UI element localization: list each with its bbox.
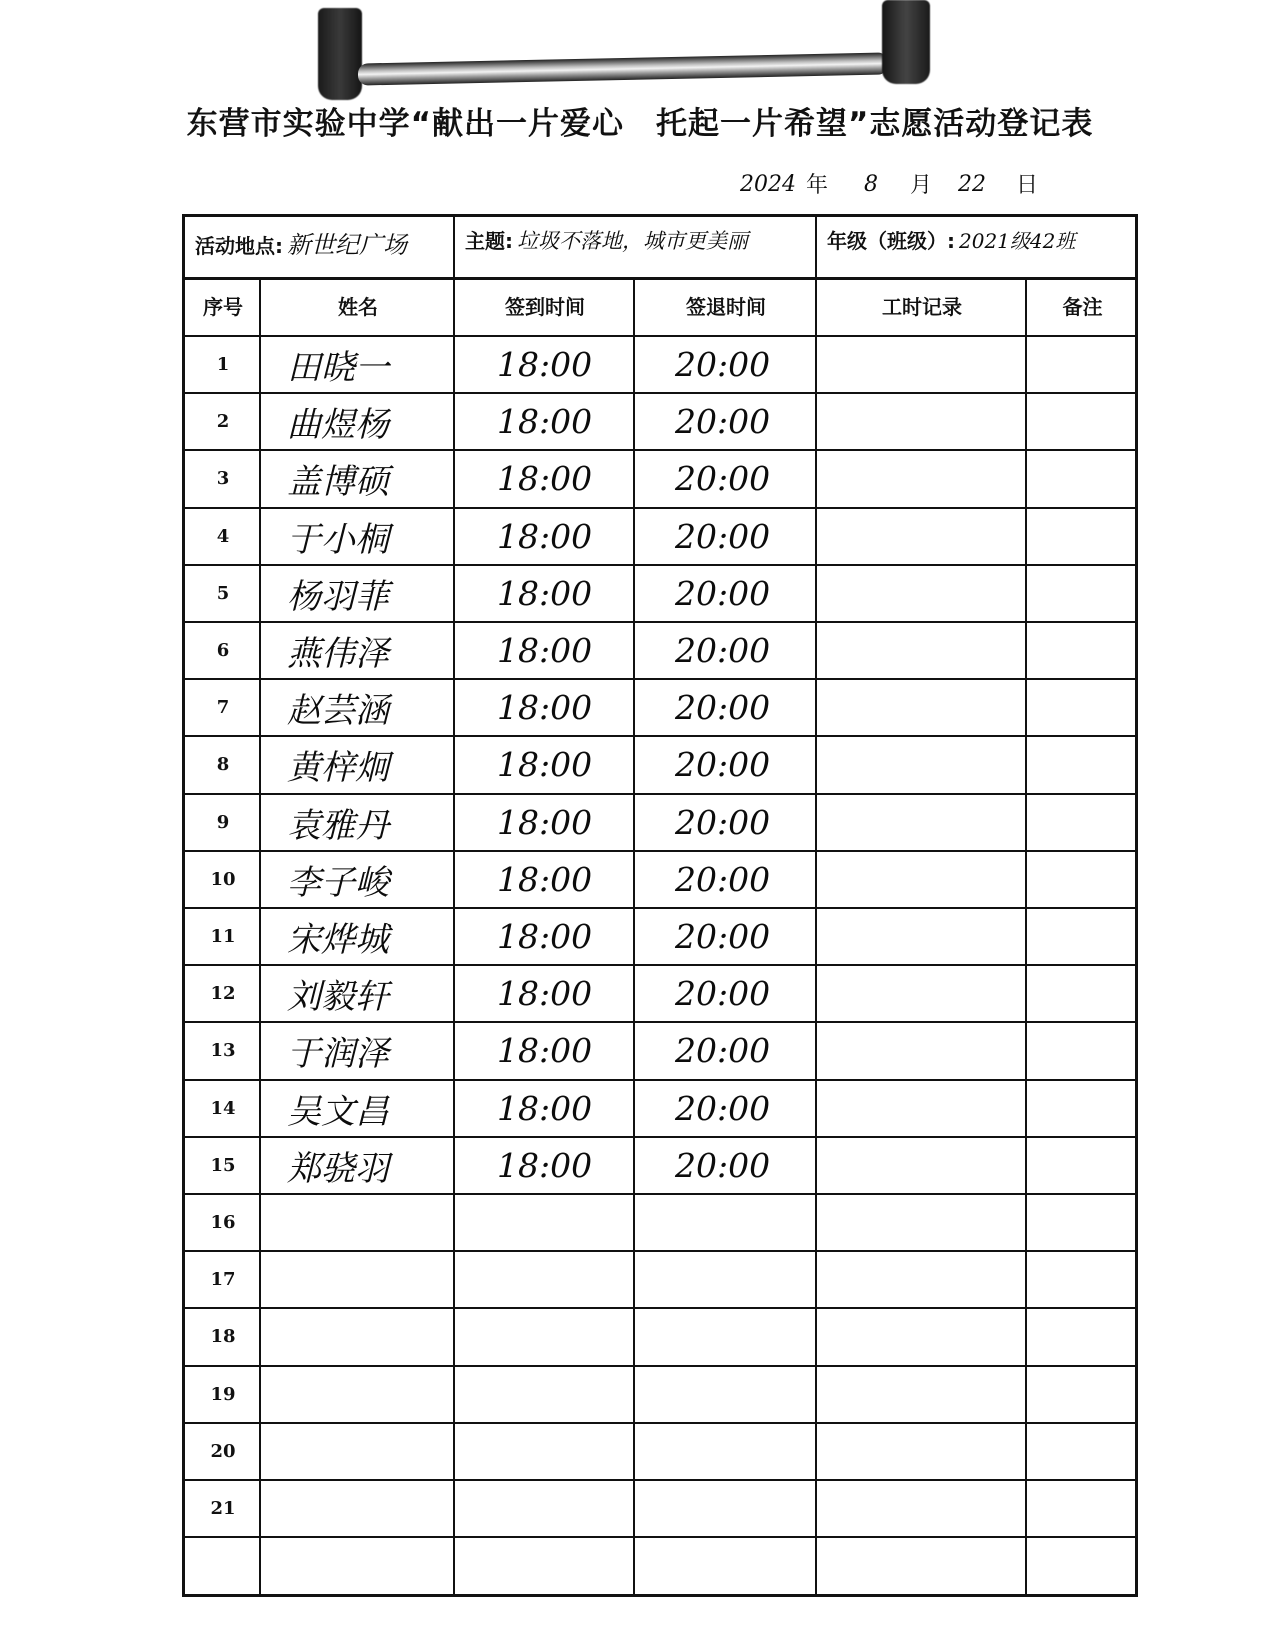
row-number: 7 [216, 697, 230, 719]
table-row [185, 394, 1135, 451]
table-row [185, 566, 1135, 623]
table-row [185, 451, 1135, 508]
notes-cell [1027, 451, 1138, 506]
sign-out-time: 20:00 [675, 745, 771, 785]
table-row [185, 509, 1135, 566]
sign-in-time: 18:00 [497, 631, 593, 671]
sign-in-time: 18:00 [497, 974, 593, 1014]
activity-grade-value: 2021级42班 [959, 229, 1076, 253]
table-row [185, 852, 1135, 909]
sign-out-time: 20:00 [675, 631, 771, 671]
row-number: 4 [216, 525, 230, 547]
sign-in-time [455, 1481, 635, 1536]
row-number: 2 [216, 411, 230, 433]
col-header-hours: 工时记录 [882, 295, 962, 319]
sign-in-time [455, 1252, 635, 1307]
clip-post-left [318, 8, 362, 100]
activity-theme-label: 主题: [465, 229, 513, 253]
table-header [185, 280, 1135, 337]
sign-in-time [455, 1195, 635, 1250]
sign-out-time: 20:00 [675, 573, 771, 613]
sign-out-time [635, 1367, 817, 1422]
volunteer-name: 曲煜杨 [287, 405, 389, 446]
date-day-label: 日 [1016, 173, 1039, 198]
sign-out-time: 20:00 [675, 859, 771, 899]
row-number: 17 [210, 1269, 236, 1291]
sign-out-time: 20:00 [675, 459, 771, 499]
hours-record-cell [817, 1023, 1027, 1078]
row-number: 16 [210, 1212, 236, 1234]
volunteer-name [261, 1424, 455, 1479]
date-year: 2024 [740, 172, 796, 197]
sign-in-time: 18:00 [497, 459, 593, 499]
volunteer-name: 黄梓炯 [287, 748, 389, 789]
notes-cell [1027, 1309, 1138, 1364]
sign-out-time [635, 1481, 817, 1536]
hours-record-cell [817, 1138, 1027, 1193]
table-row [185, 737, 1135, 794]
activity-theme-value: 垃圾不落地，城市更美丽 [517, 229, 748, 253]
sign-out-time [635, 1195, 817, 1250]
notes-cell [1027, 623, 1138, 678]
activity-location-cell [185, 217, 455, 277]
hours-record-cell [817, 1424, 1027, 1479]
hours-record-cell [817, 1252, 1027, 1307]
notes-cell [1027, 737, 1138, 792]
hours-record-cell [817, 566, 1027, 621]
notes-cell [1027, 337, 1138, 392]
sign-out-time: 20:00 [675, 345, 771, 385]
hours-record-cell [817, 394, 1027, 449]
activity-grade-label: 年级（班级）: [827, 229, 955, 253]
table-row [185, 623, 1135, 680]
sign-in-time: 18:00 [497, 573, 593, 613]
notes-cell [1027, 909, 1138, 964]
row-number: 5 [216, 582, 230, 604]
hours-record-cell [817, 509, 1027, 564]
sign-in-time: 18:00 [497, 859, 593, 899]
volunteer-name: 刘毅轩 [287, 977, 389, 1018]
col-header-sign-in: 签到时间 [505, 295, 585, 319]
table-row [185, 1481, 1135, 1538]
row-number: 20 [210, 1440, 236, 1462]
sign-out-time: 20:00 [675, 974, 771, 1014]
notes-cell [1027, 1195, 1138, 1250]
sign-out-time [635, 1252, 817, 1307]
row-number: 19 [210, 1383, 236, 1405]
sign-in-time: 18:00 [497, 402, 593, 442]
sign-out-time [635, 1309, 817, 1364]
registration-table [182, 214, 1138, 1597]
date-day: 22 [958, 172, 986, 197]
notes-cell [1027, 1023, 1138, 1078]
table-row [185, 1138, 1135, 1195]
table-row [185, 680, 1135, 737]
sign-in-time [455, 1367, 635, 1422]
row-number: 14 [210, 1097, 236, 1119]
volunteer-name: 田晓一 [287, 348, 389, 389]
volunteer-name: 吴文昌 [287, 1091, 389, 1132]
notes-cell [1027, 795, 1138, 850]
sign-out-time [635, 1424, 817, 1479]
activity-theme-cell [455, 217, 817, 277]
clip-post-right [882, 0, 930, 84]
date-line [740, 168, 1070, 208]
sign-in-time: 18:00 [497, 1031, 593, 1071]
hours-record-cell [817, 451, 1027, 506]
notes-cell [1027, 1481, 1138, 1536]
row-number: 10 [210, 868, 236, 890]
sign-out-time: 20:00 [675, 917, 771, 957]
volunteer-name: 赵芸涵 [287, 691, 389, 732]
hours-record-cell [817, 1081, 1027, 1136]
grid-line [815, 217, 817, 1597]
hours-record-cell [817, 1195, 1027, 1250]
hours-record-cell [817, 1367, 1027, 1422]
hours-record-cell [817, 1309, 1027, 1364]
col-header-notes: 备注 [1062, 295, 1103, 319]
volunteer-name [261, 1367, 455, 1422]
sign-in-time: 18:00 [497, 1145, 593, 1185]
sign-out-time: 20:00 [675, 1088, 771, 1128]
table-row [185, 1309, 1135, 1366]
hours-record-cell [817, 852, 1027, 907]
volunteer-name: 李子峻 [287, 862, 389, 903]
table-row [185, 909, 1135, 966]
col-header-sign-out: 签退时间 [686, 295, 766, 319]
volunteer-name: 于润泽 [287, 1034, 389, 1075]
sign-in-time: 18:00 [497, 917, 593, 957]
sign-in-time: 18:00 [497, 745, 593, 785]
hours-record-cell [817, 966, 1027, 1021]
volunteer-name [261, 1252, 455, 1307]
activity-location-value: 新世纪广场 [287, 231, 407, 259]
table-row [185, 1424, 1135, 1481]
hours-record-cell [817, 1481, 1027, 1536]
notes-cell [1027, 680, 1138, 735]
volunteer-name: 盖博硕 [287, 462, 389, 503]
volunteer-name: 于小桐 [287, 519, 389, 560]
sign-in-time: 18:00 [497, 1088, 593, 1128]
grid-line [259, 280, 261, 1597]
col-header-no: 序号 [203, 295, 243, 319]
volunteer-name [261, 1481, 455, 1536]
table-row [185, 795, 1135, 852]
row-number: 1 [216, 354, 230, 376]
form-title: 东营市实验中学“献出一片爱心 托起一片希望”志愿活动登记表 [186, 106, 1094, 142]
volunteer-name: 杨羽菲 [287, 576, 389, 617]
row-number: 8 [216, 754, 230, 776]
table-row [185, 1252, 1135, 1309]
notes-cell [1027, 852, 1138, 907]
volunteer-name: 袁雅丹 [287, 805, 389, 846]
table-row [185, 1023, 1135, 1080]
sign-out-time: 20:00 [675, 688, 771, 728]
sign-out-time: 20:00 [675, 516, 771, 556]
sign-out-time: 20:00 [675, 1145, 771, 1185]
hours-record-cell [817, 680, 1027, 735]
grid-line [633, 280, 635, 1597]
row-number: 3 [216, 468, 230, 490]
notes-cell [1027, 1424, 1138, 1479]
notes-cell [1027, 1081, 1138, 1136]
sign-in-time [455, 1424, 635, 1479]
hours-record-cell [817, 909, 1027, 964]
volunteer-name: 宋烨城 [287, 920, 389, 961]
row-number: 11 [210, 926, 236, 948]
hours-record-cell [817, 623, 1027, 678]
volunteer-name [261, 1309, 455, 1364]
sign-in-time [455, 1309, 635, 1364]
row-number: 18 [210, 1326, 236, 1348]
volunteer-name: 燕伟泽 [287, 634, 389, 675]
activity-grade-cell [817, 217, 1138, 277]
table-row [185, 1081, 1135, 1138]
sign-in-time: 18:00 [497, 688, 593, 728]
date-month-label: 月 [910, 173, 933, 198]
grid-line [453, 217, 455, 1597]
table-row [185, 337, 1135, 394]
row-number: 15 [210, 1154, 236, 1176]
notes-cell [1027, 1252, 1138, 1307]
volunteer-name: 郑骁羽 [287, 1148, 389, 1189]
sign-out-time: 20:00 [675, 402, 771, 442]
col-header-name: 姓名 [338, 295, 378, 319]
row-number: 6 [216, 640, 230, 662]
notes-cell [1027, 1138, 1138, 1193]
sign-in-time: 18:00 [497, 516, 593, 556]
table-row [185, 1195, 1135, 1252]
notes-cell [1027, 394, 1138, 449]
activity-location-label: 活动地点: [195, 234, 283, 258]
row-number: 9 [216, 811, 230, 833]
date-year-label: 年 [806, 173, 829, 198]
hours-record-cell [817, 737, 1027, 792]
table-row [185, 1367, 1135, 1424]
notes-cell [1027, 966, 1138, 1021]
table-row [185, 966, 1135, 1023]
activity-info-row [185, 217, 1135, 280]
clipboard-clip [318, 0, 930, 110]
notes-cell [1027, 1367, 1138, 1422]
hours-record-cell [817, 795, 1027, 850]
sign-out-time: 20:00 [675, 1031, 771, 1071]
hours-record-cell [817, 337, 1027, 392]
notes-cell [1027, 566, 1138, 621]
sign-in-time: 18:00 [497, 345, 593, 385]
sign-in-time: 18:00 [497, 802, 593, 842]
sign-out-time: 20:00 [675, 802, 771, 842]
notes-cell [1027, 509, 1138, 564]
date-month: 8 [864, 172, 878, 197]
row-number: 13 [210, 1040, 236, 1062]
row-number: 12 [210, 983, 236, 1005]
clip-bar [358, 52, 888, 85]
row-number: 21 [210, 1498, 236, 1520]
grid-line [1025, 280, 1027, 1597]
volunteer-name [261, 1195, 455, 1250]
